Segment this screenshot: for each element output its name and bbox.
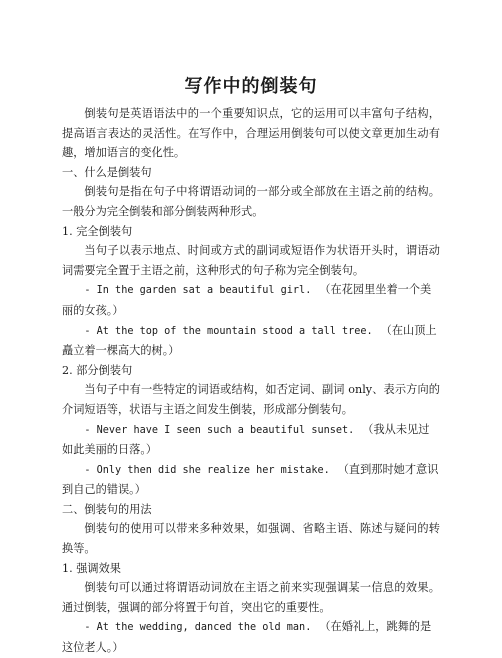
example-english: - Only then did she realize her mistake. [84, 464, 330, 476]
example-translation: （我从未见过如此美丽的日落。） [62, 422, 430, 457]
example-sentence [62, 280, 440, 320]
section-1-body: 倒装句是指在句子中将谓语动词的一部分或全部放在主语之前的结构。一般分为完全倒装和部分倒装两种形式。 [62, 185, 440, 218]
section-2-body: 倒装句的使用可以带来多种效果，如强调、省略主语、陈述与疑问的转换等。 [62, 522, 440, 556]
example-translation: （在花园里坐着一个美丽的女孩。） [62, 283, 432, 317]
example-translation: （在山顶上矗立着一棵高大的树。） [62, 323, 437, 358]
section-2-heading: 二、倒装句的用法 [62, 502, 152, 516]
example-english: - In the garden sat a beautiful girl. [84, 285, 312, 297]
section-1-sub-1-body: 当句子以表示地点、时间或方式的副词或短语作为状语开头时，谓语动词需要完全置于主语之前，这种形式的句子称为完全倒装句。 [62, 244, 440, 277]
example-sentence [62, 617, 440, 657]
section-2-sub-1-body: 倒装句可以通过将谓语动词放在主语之前来实现强调某一信息的效果。通过倒装，强调的部分将置于句首，突出它的重要性。 [62, 581, 440, 614]
example-english: - Never have I seen such a beautiful sunset. [84, 424, 355, 436]
document-title: 写作中的倒装句 [184, 76, 318, 97]
example-english: - At the top of the mountain stood a tall tree. [84, 325, 373, 337]
intro-paragraph: 倒装句是英语语法中的一个重要知识点，它的运用可以丰富句子结构，提高语言表达的灵活性。在写作中，合理运用倒装句可以使文章更加生动有趣，增加语言的变化性。 [62, 107, 440, 160]
example-sentence [62, 460, 440, 500]
example-translation: （在婚礼上，跳舞的是这位老人。） [62, 620, 432, 655]
section-2-sub-1-heading: 1. 强调效果 [62, 561, 121, 575]
section-1-heading: 一、什么是倒装句 [62, 165, 152, 179]
example-translation: （直到那时她才意识到自己的错误。） [62, 462, 439, 497]
section-1-sub-1-heading: 1. 完全倒装句 [62, 224, 133, 238]
section-1-sub-2-body: 当句子中有一些特定的词语或结构，如否定词、副词 only、表示方向的介词短语等，状语与主语之间发生倒装，形成部分倒装句。 [62, 383, 440, 416]
document-page [62, 76, 440, 658]
example-english: - At the wedding, danced the old man. [84, 622, 312, 634]
example-sentence [62, 321, 440, 361]
example-sentence [62, 420, 440, 460]
section-1-sub-2-heading: 2. 部分倒装句 [62, 363, 133, 377]
